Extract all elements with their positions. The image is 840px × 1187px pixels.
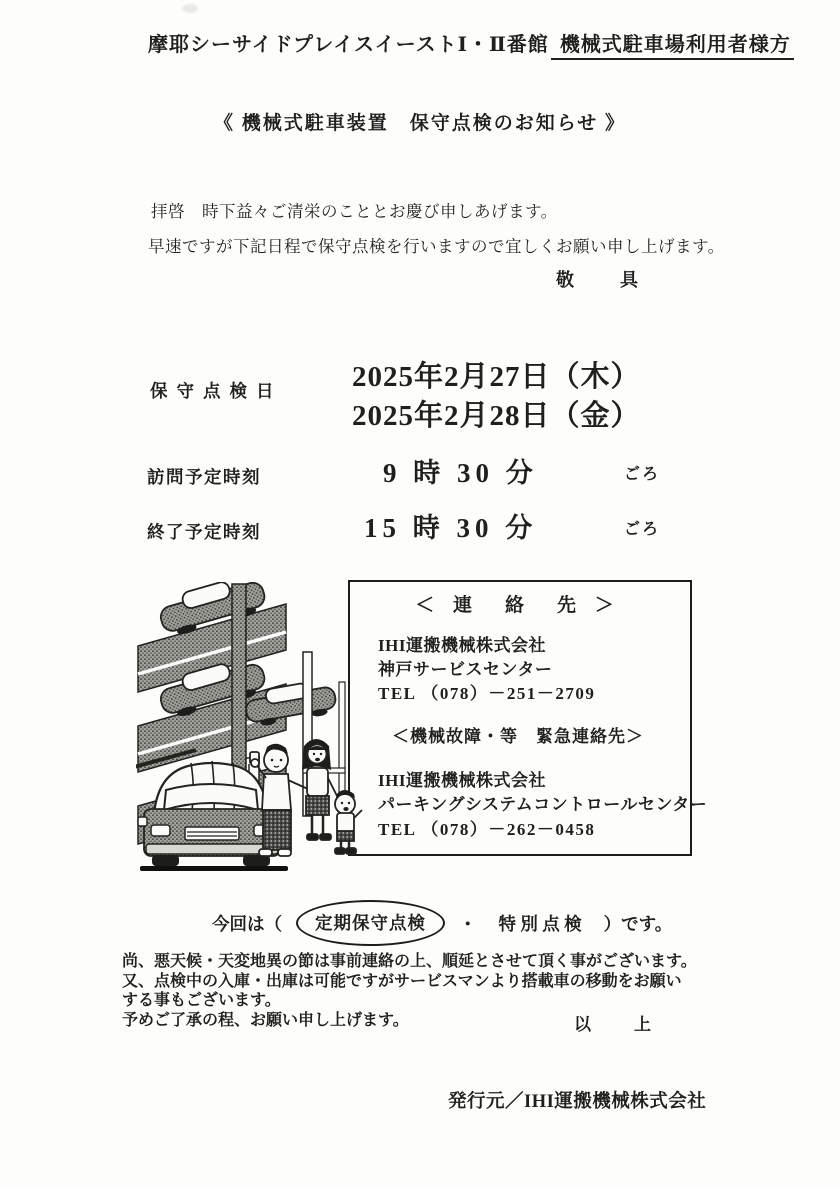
- note-line-2: 又、点検中の入庫・出庫は可能ですがサービスマンより搭載車の移動をお願い: [122, 972, 682, 990]
- visit-time-approx: ごろ: [624, 466, 661, 483]
- inspection-date-1: 2025年2月27日（木）: [352, 361, 641, 393]
- page-title: 《 機械式駐車装置 保守点検のお知らせ 》: [214, 113, 626, 134]
- inspection-type-suffix: ）です。: [603, 913, 673, 934]
- addressee-underlined: 機械式駐車場利用者様方: [551, 34, 794, 60]
- visit-time-value: 9 時 30 分: [383, 458, 538, 488]
- note-line-1: 尚、悪天候・天変地異の節は事前連絡の上、順延とさせて頂く事がございます。: [122, 953, 697, 970]
- greeting-line-2: 早速ですが下記日程で保守点検を行いますので宜しくお願い申し上げます。: [148, 237, 725, 256]
- inspection-type-prefix: 今回は（: [212, 913, 282, 934]
- contact-heading: ＜ 連 絡 先 ＞: [415, 595, 621, 616]
- contact-company: IHI運搬機械株式会社: [378, 636, 546, 655]
- inspection-type-separator: ・: [459, 913, 477, 934]
- closing-keigu: 敬 具: [556, 270, 652, 290]
- closing-ijou: 以 上: [574, 1015, 664, 1034]
- inspection-date-2: 2025年2月28日（金）: [352, 400, 641, 432]
- inspection-date-label: 保守点検日: [150, 381, 283, 401]
- emergency-office: パーキングシステムコントロールセンター: [378, 795, 708, 814]
- end-time-approx: ごろ: [624, 521, 661, 538]
- contact-office: 神戸サービスセンター: [378, 660, 553, 679]
- inspection-dates: [352, 358, 641, 436]
- note-line-4: 予めご了承の程、お願い申し上げます。: [122, 1011, 409, 1029]
- end-time-value: 15 時 30 分: [364, 513, 538, 543]
- parking-tower-family-illustration: [136, 582, 366, 874]
- inspection-type-line: [212, 897, 672, 949]
- issuer-line: 発行元／IHI運搬機械株式会社: [448, 1092, 707, 1112]
- scan-smudge: [182, 4, 198, 13]
- note-line-3: する事もございます。: [122, 992, 281, 1009]
- emergency-tel: TEL （078）－262－0458: [378, 820, 596, 839]
- inspection-type-other: 特 別 点 検: [498, 913, 582, 934]
- emergency-contact-heading: ＜機械故障・等 緊急連絡先＞: [392, 727, 644, 746]
- visit-time-label: 訪問予定時刻: [147, 467, 261, 487]
- end-time-label: 終了予定時刻: [147, 522, 261, 542]
- greeting-line-1: 拝啓 時下益々ご清栄のこととお慶び申しあげます。: [151, 202, 558, 221]
- addressee-building: 摩耶シーサイドプレイスイーストⅠ・Ⅱ番館: [148, 34, 549, 56]
- emergency-company: IHI運搬機械株式会社: [378, 771, 546, 790]
- contact-tel: TEL （078）－251－2709: [378, 684, 596, 703]
- inspection-type-circled: 定期保守点検: [296, 900, 445, 946]
- addressee-line: [148, 28, 794, 57]
